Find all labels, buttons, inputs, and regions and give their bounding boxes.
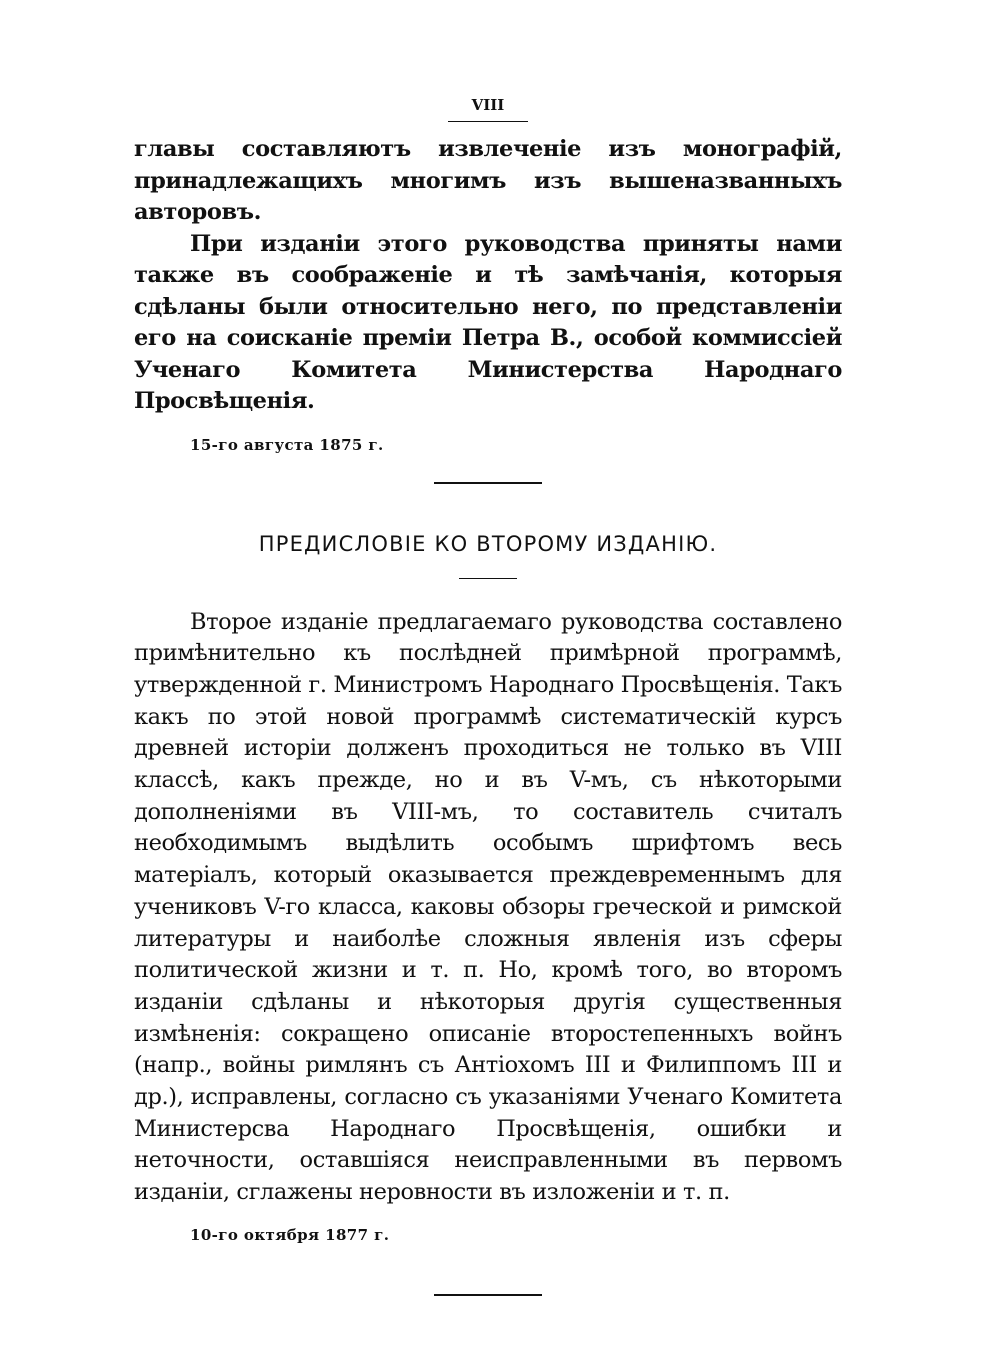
first-preface-date: 15-го августа 1875 г. [190, 435, 384, 454]
section-divider [434, 482, 542, 484]
section-title: ПРЕДИСЛОВІЕ КО ВТОРОМУ ИЗДАНІЮ. [258, 531, 718, 556]
book-page [134, 80, 842, 1296]
end-divider [434, 1294, 542, 1296]
second-preface-paragraph: Второе изданіе предлагаемаго руководства составлено примѣнительно къ послѣдней примѣрной программѣ, утвержденной г. Министромъ Народнаго Просвѣщенія. Такъ какъ по этой новой программѣ систематическій курсъ древней исторіи долженъ проходиться не только въ VIII классѣ, какъ прежде, но и въ V-мъ, съ нѣкоторыми дополненіями въ VIII-мъ, то составитель считалъ необходимымъ выдѣлить особымъ шрифтомъ весь матеріалъ, который оказывается преждевременнымъ для учениковъ V-го класса, каковы обзоры греческой и римской литературы и наиболѣе сложныя явленія изъ сферы политической жизни и т. п. Но, кромѣ того, во второмъ изданіи сдѣланы и нѣкоторыя другія существенныя измѣненія: сокращено описаніе второстепенныхъ войнъ (напр., войны римлянъ съ Антіохомъ III и Филиппомъ III и др.), исправлены, согласно съ указаніями Ученаго Комитета Министерсва Народнаго Просвѣщенія, ошибки и неточности, оставшіяся неисправленными въ первомъ изданіи, сглажены неровности въ изложеніи и т. п. [134, 608, 842, 1206]
second-preface-date: 10-го октября 1877 г. [190, 1225, 390, 1244]
preface-paragraph: При изданіи этого руководства приняты нами также въ соображеніе и тѣ замѣчанія, которыя сдѣланы были относительно него, по представленіи его на соисканіе преміи Петра В., особой коммиссіей Ученаго Комитета Министерства Народнаго Просвѣщенія. [134, 230, 842, 414]
continued-paragraph: главы составляютъ извлеченіе изъ монографій, принадлежащихъ многимъ изъ вышеназванныхъ авторовъ. [134, 136, 842, 225]
title-underline [459, 578, 517, 579]
header-rule [448, 121, 528, 122]
page-number: VIII [471, 96, 505, 114]
